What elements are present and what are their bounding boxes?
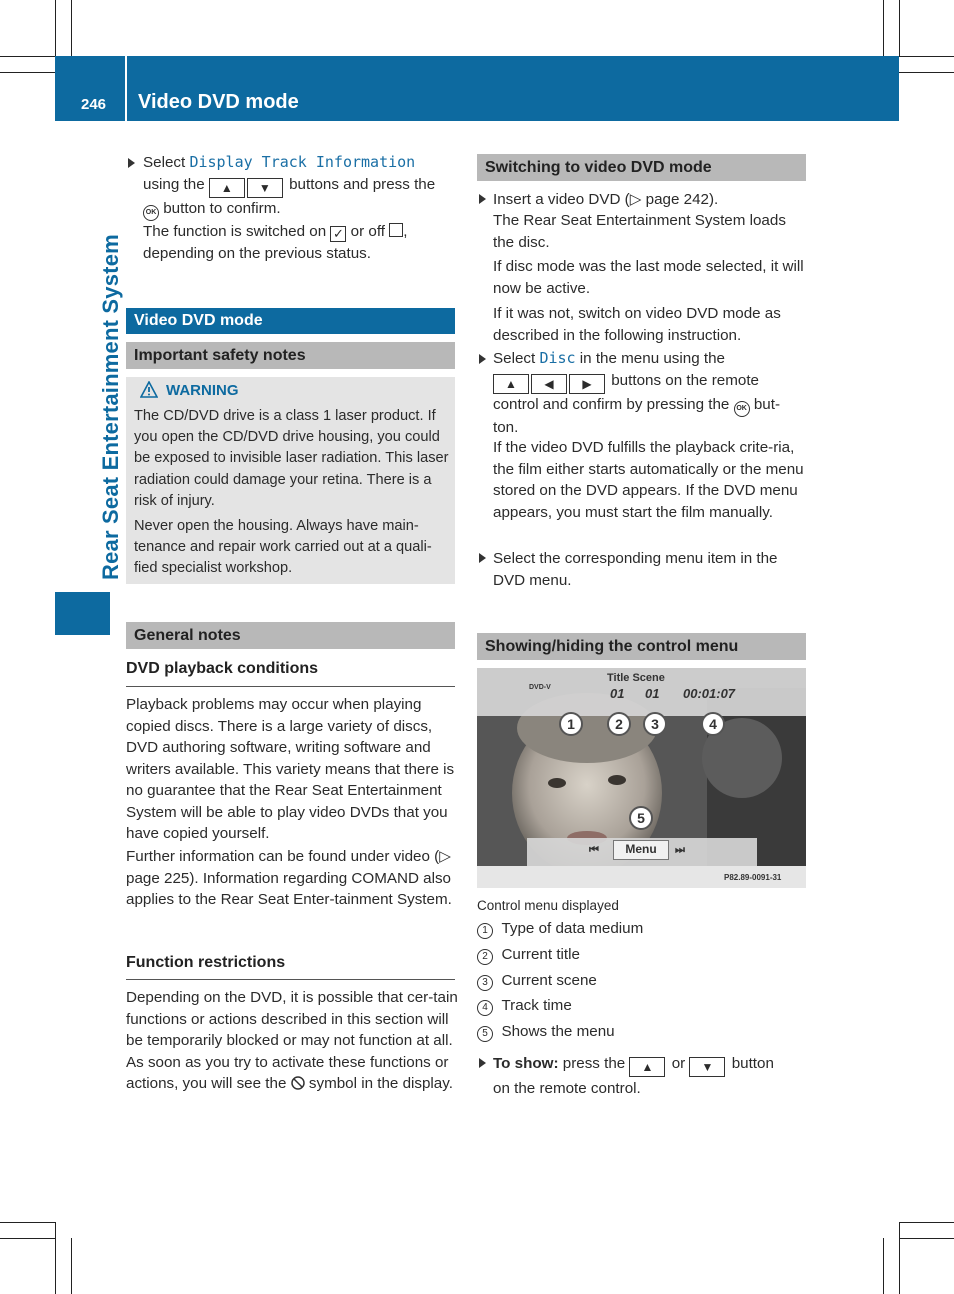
legend-number: 2 <box>477 949 493 965</box>
scene-number: 01 <box>645 686 660 701</box>
body-paragraph: Further information can be found under video (▷ page 225). Information regarding COMAND also applies to the Rear Seat Enter-tainment System. <box>126 848 452 908</box>
legend-text: Track time <box>501 997 572 1014</box>
step-result: The function is switched on ✓ or off , depending on the previous status. <box>143 223 408 262</box>
title-scene-label: Title Scene <box>607 672 665 684</box>
crop-mark <box>899 1222 900 1294</box>
checkbox-checked-icon: ✓ <box>330 226 346 242</box>
up-button-icon: ▲ <box>629 1057 665 1077</box>
up-button-icon: ▲ <box>209 178 245 198</box>
crop-mark <box>899 0 900 56</box>
step-result: If it was not, switch on video DVD mode as described in the following instruction. <box>493 305 781 344</box>
warning-text: Never open the housing. Always have main-tenance and repair work carried out at a quali-fied specialist workshop. <box>134 518 432 577</box>
page-title: Video DVD mode <box>138 91 299 113</box>
step-arrow-icon <box>479 553 486 563</box>
section-heading-general-notes: General notes <box>126 622 455 649</box>
crop-mark <box>899 56 954 57</box>
step-arrow-icon <box>128 158 135 168</box>
legend-text: Shows the menu <box>501 1023 615 1040</box>
step-result: If the video DVD fulfills the playback crite-ria, the film either starts automatically or the menu stored on the DVD appears. If the DVD menu appears, you must start the film manually. <box>493 439 804 521</box>
step-text: depending on the previous status. <box>143 244 371 262</box>
warning-triangle-icon <box>140 381 158 398</box>
legend-text: Type of data medium <box>501 920 644 937</box>
paragraph-text: Depending on the DVD, it is possible that cer-tain functions or actions described in this section will be temporarily blocked or may not function at all. As soon as you try to activate these functions or actions, you will see the <box>126 989 458 1092</box>
step-text: ton. <box>493 418 519 436</box>
legend-number: 3 <box>477 975 493 991</box>
disc-type-label: DVD-V <box>529 684 551 691</box>
step-select-menu-item: Select the corresponding menu item in the DVD menu. <box>493 550 778 589</box>
checkbox-empty-icon <box>389 223 403 237</box>
ok-button-icon: OK <box>734 401 750 417</box>
warning-label: WARNING <box>166 382 239 399</box>
callout-3: 3 <box>643 712 667 736</box>
ok-button-icon: OK <box>143 205 159 221</box>
crop-mark <box>899 72 954 73</box>
step-text: or off <box>350 223 386 240</box>
step-text: button to confirm. <box>163 199 281 217</box>
callout-2: 2 <box>607 712 631 736</box>
legend-number: 1 <box>477 923 493 939</box>
crop-mark <box>899 1222 954 1223</box>
crop-mark <box>71 1238 72 1294</box>
step-text: control and confirm by pressing the <box>493 395 730 413</box>
crop-mark <box>0 56 55 57</box>
step-arrow-icon <box>479 1058 486 1068</box>
step-text: buttons and press the <box>289 175 436 193</box>
legend-number: 4 <box>477 1000 493 1016</box>
figure-code: P82.89-0091-31 <box>724 873 782 882</box>
callout-1: 1 <box>559 712 583 736</box>
page-number: 246 <box>81 96 107 113</box>
chapter-title: Rear Seat Entertainment System <box>98 234 123 580</box>
step-text: but- <box>753 395 781 413</box>
step-arrow-icon <box>479 354 486 364</box>
skip-back-icon: ⏮ <box>589 844 599 856</box>
body-paragraph: Playback problems may occur when playing copied discs. There is a large variety of discs, DVD authoring software, writing software and writers available. This variety means that there is no guarantee that the Rear Seat Entertainment System will be able to play video DVDs that you have copied yourself. <box>126 696 455 842</box>
up-button-icon: ▲ <box>493 374 529 394</box>
dvd-control-menu-screenshot <box>477 668 806 888</box>
legend-item <box>477 970 807 992</box>
step-text: Select <box>143 154 190 171</box>
skip-forward-icon: ⏭ <box>675 844 685 856</box>
legend-number: 5 <box>477 1026 493 1042</box>
down-button-icon: ▼ <box>247 178 283 198</box>
legend-text: Current scene <box>501 972 597 989</box>
step-text: in the menu using the <box>575 350 726 367</box>
menu-button: Menu <box>613 840 669 860</box>
step-select-disc <box>493 348 809 438</box>
step-result: If disc mode was the last mode selected, it will now be active. <box>493 258 804 297</box>
figure-caption: Control menu displayed <box>477 898 619 913</box>
step-text: press the <box>558 1055 626 1072</box>
step-result: The Rear Seat Entertainment System loads the disc. <box>493 212 786 251</box>
section-heading-showing-hiding: Showing/hiding the control menu <box>477 633 806 660</box>
legend-item <box>477 1021 807 1043</box>
crop-mark <box>0 72 55 73</box>
menu-item-disc: Disc <box>539 349 576 367</box>
legend-item <box>477 918 807 940</box>
subheading-playback-conditions: DVD playback conditions <box>126 660 455 687</box>
step-select-display-track <box>143 152 458 221</box>
body-paragraph <box>126 987 458 1095</box>
crop-mark <box>71 0 72 56</box>
menu-item-display-track-information: Display Track Information <box>189 153 416 171</box>
left-button-icon: ◀ <box>531 374 567 394</box>
step-label: To show: <box>493 1055 559 1072</box>
crop-mark <box>55 0 56 56</box>
step-text: using the <box>143 175 205 193</box>
section-heading-video-dvd-mode: Video DVD mode <box>126 308 455 334</box>
down-button-icon: ▼ <box>689 1057 725 1077</box>
warning-text: The CD/DVD drive is a class 1 laser product. If you open the CD/DVD drive housing, you could be exposed to invisible laser radiation. This laser radiation could damage your retina. There is a risk of injury. <box>134 408 449 509</box>
step-text: button <box>731 1055 774 1072</box>
paragraph-text: symbol in the display. <box>308 1075 453 1092</box>
legend-item <box>477 944 807 966</box>
track-time: 00:01:07 <box>683 686 736 701</box>
section-heading-safety-notes: Important safety notes <box>126 342 455 369</box>
right-button-icon: ▶ <box>569 374 605 394</box>
legend-text: Current title <box>501 946 580 963</box>
step-text: or <box>671 1055 686 1072</box>
crop-mark <box>899 1238 954 1239</box>
crop-mark <box>55 1222 56 1294</box>
subheading-function-restrictions: Function restrictions <box>126 954 455 980</box>
legend-item <box>477 995 807 1017</box>
step-arrow-icon <box>479 194 486 204</box>
callout-5: 5 <box>629 806 653 830</box>
step-text: on the remote control. <box>493 1080 641 1097</box>
section-heading-switching: Switching to video DVD mode <box>477 154 806 181</box>
crop-mark <box>883 0 884 56</box>
crop-mark <box>0 1222 55 1223</box>
step-text: Select <box>493 350 540 367</box>
callout-4: 4 <box>701 712 725 736</box>
step-text: buttons on the remote <box>611 371 759 389</box>
step-to-show <box>493 1052 809 1100</box>
blocked-symbol-icon <box>291 1075 305 1089</box>
title-number: 01 <box>610 686 625 701</box>
header-divider <box>125 56 127 121</box>
chapter-tab-marker <box>55 592 110 635</box>
step-text: The function is switched on <box>143 223 327 240</box>
step-insert-dvd: Insert a video DVD (▷ page 242). <box>493 191 719 208</box>
crop-mark <box>0 1238 55 1239</box>
crop-mark <box>883 1238 884 1294</box>
